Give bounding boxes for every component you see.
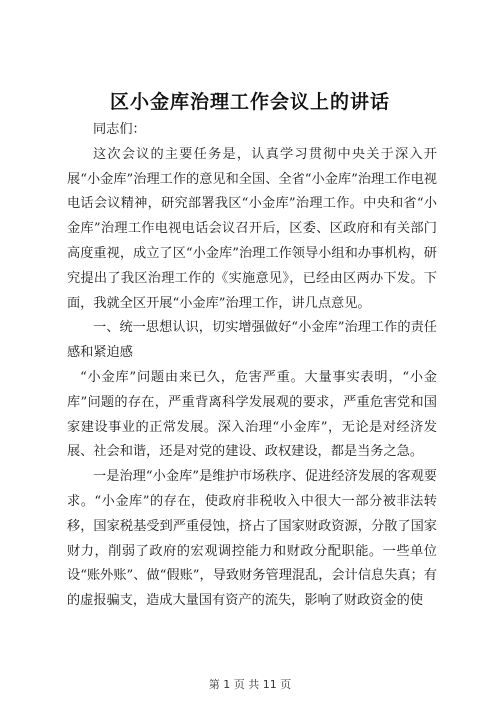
document-body bbox=[67, 118, 437, 614]
paragraph-problem: “小金库”问题由来已久，危害严重。大量事实表明，“小金库”问题的存在，严重背离科学发展观的要求，严重危害党和国家建设事业的正常发展。深入治理“小金库”，无论是对经济发展、社会和谐，还是对党的建设、政权建设，都是当务之急。 bbox=[67, 369, 437, 460]
paragraph-point-1: 一是治理“小金库”是维护市场秩序、促进经济发展的客观要求。“小金库”的存在，使政府非税收入中很大一部分被非法转移，国家税基受到严重侵蚀，挤占了国家财政资源，分散了国家财力，削弱了政府的宏观调控能力和财政分配职能。一些单位设“账外账”、做“假账”，导致财务管理混乱，会计信息失真；有的虚报骗支，造成大量国有资产的流失，影响了财政资金的使 bbox=[67, 469, 437, 609]
document-title: 区小金库治理工作会议上的讲话 bbox=[109, 91, 390, 113]
salutation: 同志们： bbox=[93, 122, 146, 137]
section-heading-1: 一、统一思想认识，切实增强做好“小金库”治理工作的责任感和紧迫感 bbox=[67, 320, 437, 361]
paragraph-intro: 这次会议的主要任务是，认真学习贯彻中央关于深入开展“小金库”治理工作的意见和全国、全省“小金库”治理工作电视电话会议精神，研究部署我区“小金库”治理工作。中央和省“小金库”治理工作电视电话会议召开后，区委、区政府和有关部门高度重视，成立了区“小金库”治理工作领导小组和办事机构，研究提出了我区治理工作的《实施意见》，已经由区两办下发。下面，我就全区开展“小金库”治理工作，讲几点意见。 bbox=[67, 146, 437, 311]
page-footer: 第 1 页 共 11 页 bbox=[208, 678, 292, 691]
